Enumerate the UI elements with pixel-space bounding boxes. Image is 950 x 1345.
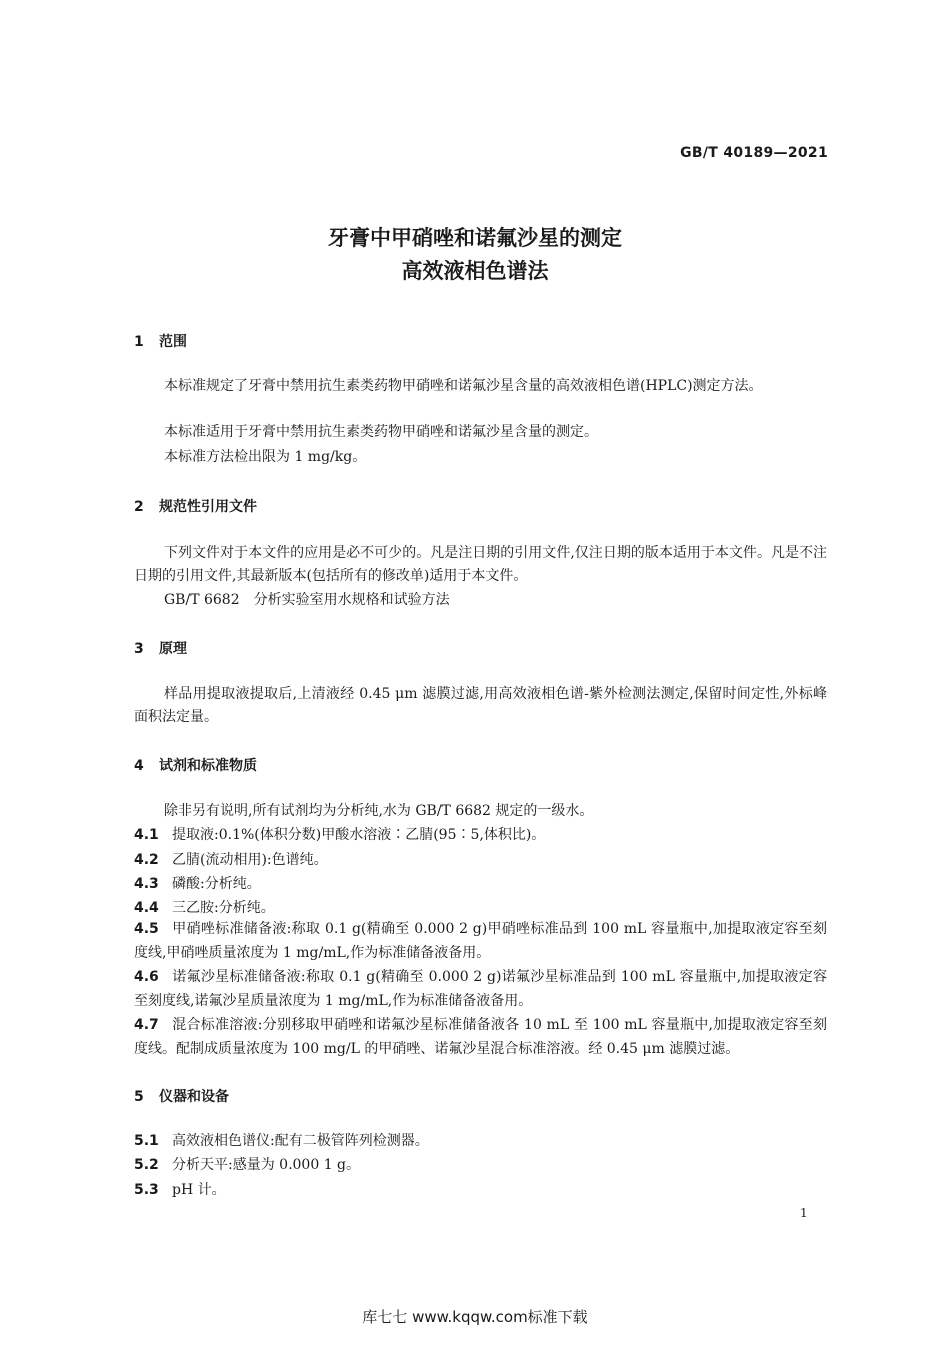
list-item	[134, 1153, 827, 1177]
paragraph: 除非另有说明,所有试剂均为分析纯,水为 GB/T 6682 规定的一级水。	[164, 803, 594, 819]
section-number: 3	[134, 641, 144, 657]
title-line-2: 高效液相色谱法	[401, 259, 549, 283]
normative-reference: GB/T 6682 分析实验室用水规格和试验方法	[164, 592, 450, 608]
item-number: 5.3	[134, 1182, 159, 1198]
item-text: 混合标准溶液:分别移取甲硝唑和诺氟沙星标准储备液各 10 mL 至 100 mL 容量瓶中,加提取液定容至刻度线。配制成质量浓度为 100 mg/L 的甲硝唑、诺氟沙星混合标准溶液。经 0.45 μm 滤膜过滤。	[134, 1017, 827, 1057]
list-item	[134, 1178, 827, 1202]
item-number: 4.7	[134, 1017, 159, 1033]
footer-watermark: 库七七 www.kqqw.com标准下载	[362, 1308, 588, 1326]
section-heading-4	[134, 755, 257, 775]
page-number: 1	[800, 1206, 808, 1220]
standard-code: GB/T 40189—2021	[680, 145, 828, 161]
paragraph: 下列文件对于本文件的应用是必不可少的。凡是注日期的引用文件,仅注日期的版本适用于本文件。凡是不注日期的引用文件,其最新版本(包括所有的修改单)适用于本文件。	[134, 545, 827, 584]
section-number: 5	[134, 1089, 144, 1105]
list-item	[134, 917, 827, 965]
list-item	[134, 848, 827, 872]
section-title: 试剂和标准物质	[159, 758, 257, 774]
section-heading-1	[134, 331, 187, 351]
section-number: 1	[134, 334, 144, 350]
list-item	[134, 965, 827, 1013]
section-heading-5	[134, 1086, 229, 1106]
item-text: 提取液:0.1%(体积分数)甲酸水溶液∶乙腈(95∶5,体积比)。	[172, 827, 546, 843]
item-text: 分析天平:感量为 0.000 1 g。	[172, 1157, 361, 1173]
item-number: 4.6	[134, 969, 159, 985]
list-item	[134, 823, 827, 847]
list-item	[134, 1013, 827, 1061]
item-number: 5.1	[134, 1133, 159, 1149]
item-number: 4.4	[134, 900, 159, 916]
item-number: 4.5	[134, 921, 159, 937]
item-text: 磷酸:分析纯。	[172, 876, 261, 892]
section-title: 范围	[159, 334, 187, 350]
paragraph: 样品用提取液提取后,上清液经 0.45 μm 滤膜过滤,用高效液相色谱-紫外检测法测定,保留时间定性,外标峰面积法定量。	[134, 686, 827, 725]
section-heading-3	[134, 638, 187, 658]
title-line-1: 牙膏中甲硝唑和诺氟沙星的测定	[328, 226, 622, 250]
item-number: 4.2	[134, 852, 159, 868]
paragraph: 本标准方法检出限为 1 mg/kg。	[164, 449, 367, 465]
item-text: 乙腈(流动相用):色谱纯。	[172, 852, 328, 868]
item-text: 三乙胺:分析纯。	[172, 900, 275, 916]
paragraph: 本标准适用于牙膏中禁用抗生素类药物甲硝唑和诺氟沙星含量的测定。	[164, 424, 598, 440]
item-text: 诺氟沙星标准储备液:称取 0.1 g(精确至 0.000 2 g)诺氟沙星标准品到 100 mL 容量瓶中,加提取液定容至刻度线,诺氟沙星质量浓度为 1 mg/mL,作为标准储备液备用。	[134, 969, 827, 1009]
item-text: pH 计。	[172, 1182, 226, 1198]
item-text: 高效液相色谱仪:配有二极管阵列检测器。	[172, 1133, 429, 1149]
section-title: 规范性引用文件	[159, 499, 257, 515]
section-number: 2	[134, 499, 144, 515]
item-text: 甲硝唑标准储备液:称取 0.1 g(精确至 0.000 2 g)甲硝唑标准品到 100 mL 容量瓶中,加提取液定容至刻度线,甲硝唑质量浓度为 1 mg/mL,作为标准储备液备用。	[134, 921, 827, 961]
section-title: 原理	[159, 641, 187, 657]
section-heading-2	[134, 496, 257, 516]
item-number: 4.3	[134, 876, 159, 892]
item-number: 5.2	[134, 1157, 159, 1173]
item-number: 4.1	[134, 827, 159, 843]
document-title	[0, 222, 950, 288]
list-item	[134, 872, 827, 896]
list-item	[134, 1129, 827, 1153]
section-title: 仪器和设备	[159, 1089, 229, 1105]
section-number: 4	[134, 758, 144, 774]
paragraph: 本标准规定了牙膏中禁用抗生素类药物甲硝唑和诺氟沙星含量的高效液相色谱(HPLC)测定方法。	[164, 378, 763, 394]
